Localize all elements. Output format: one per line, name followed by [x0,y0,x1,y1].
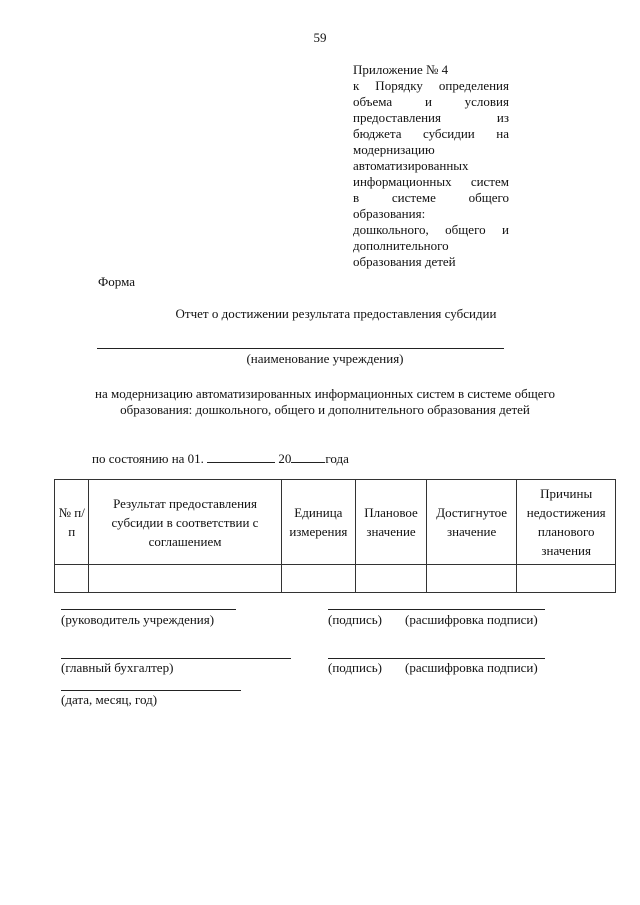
accountant-signature-label: (подпись) [328,660,382,675]
appendix-line: модернизацию [353,142,435,157]
form-label: Форма [98,274,135,289]
appendix-line: в системе общего [353,190,509,205]
column-header-unit: Единица измерения [281,480,356,565]
purpose-line: на модернизацию автоматизированных информационных систем в системе общего [95,386,555,401]
head-signature-label: (подпись) [328,612,382,627]
accountant-label: (главный бухгалтер) [61,660,174,675]
appendix-header [353,62,509,270]
appendix-line: информационных систем [353,174,509,189]
page-number: 59 [313,30,327,45]
appendix-line: автоматизированных [353,158,469,173]
appendix-line: объема и условия [353,94,509,109]
head-label: (руководитель учреждения) [61,612,215,627]
column-header-number: № п/п [55,480,89,565]
table-cell[interactable] [281,565,356,593]
accountant-signature-field[interactable] [328,658,545,659]
appendix-line: дошкольного, общего и [353,222,509,237]
report-title: Отчет о достижении результата предоставления субсидии [175,306,497,321]
appendix-line: Приложение № 4 [353,62,449,77]
date-day-month-field[interactable] [207,450,275,463]
appendix-line: бюджета субсидии на [353,126,509,141]
as-of-date-line [92,450,349,467]
purpose-text [40,386,610,418]
column-header-planned: Плановое значение [356,480,427,565]
appendix-line: к Порядку определения [353,78,509,93]
date-label: (дата, месяц, год) [61,692,158,707]
appendix-line: образования: [353,206,426,221]
table-row [55,565,616,593]
accountant-name-field[interactable] [61,658,291,659]
date-year-field[interactable] [291,450,325,463]
institution-caption: (наименование учреждения) [246,351,404,366]
column-header-achieved: Достигнутое значение [426,480,517,565]
as-of-year-prefix: 20 [278,451,292,466]
institution-name-field[interactable] [97,348,504,349]
appendix-line: образования детей [353,254,456,269]
appendix-line: дополнительного [353,238,449,253]
table-cell[interactable] [89,565,281,593]
table-cell[interactable] [356,565,427,593]
table-cell[interactable] [517,565,616,593]
as-of-prefix: по состоянию на 01. [92,451,204,466]
purpose-line: образования: дошкольного, общего и дополнительного образования детей [120,402,530,417]
column-header-result: Результат предоставления субсидии в соответствии с соглашением [89,480,281,565]
date-field[interactable] [61,690,241,691]
head-name-field[interactable] [61,609,236,610]
table-cell[interactable] [55,565,89,593]
column-header-reasons: Причины недостижения планового значения [517,480,616,565]
head-signature-field[interactable] [328,609,545,610]
head-decoding-label: (расшифровка подписи) [405,612,538,627]
appendix-line: предоставления из [353,110,509,125]
accountant-decoding-label: (расшифровка подписи) [405,660,538,675]
as-of-suffix: года [325,451,349,466]
report-table [54,479,616,593]
table-header-row [55,480,616,565]
table-cell[interactable] [426,565,517,593]
